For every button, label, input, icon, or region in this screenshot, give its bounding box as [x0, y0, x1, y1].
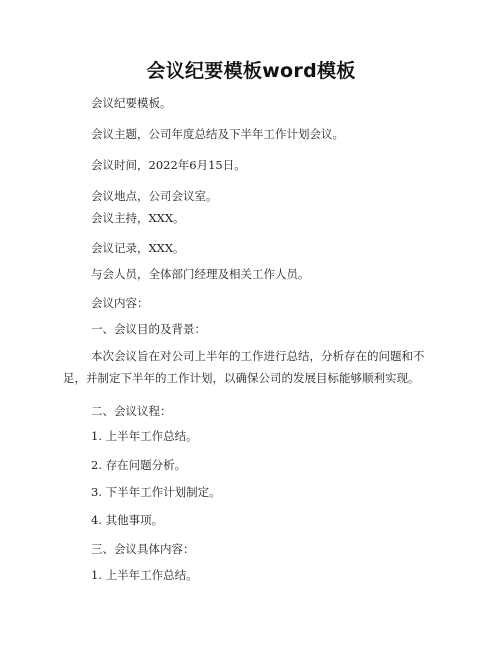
specific-content-item-1: 1. 上半年工作总结。: [91, 568, 198, 582]
heading-specific-content: 三、会议具体内容：: [91, 542, 195, 556]
paragraph-meeting-content-heading: 会议内容：: [91, 296, 149, 310]
document-title: 会议纪要模板word模板: [146, 60, 356, 82]
agenda-item-4: 4. 其他事项。: [91, 513, 164, 527]
paragraph-meeting-location: 会议地点，公司会议室。: [91, 189, 218, 203]
paragraph-purpose-body: 本次会议旨在对公司上半年的工作进行总结，分析存在的问题和不足，并制定下半年的工作计划，以确保公司的发展目标能够顺利实现。: [63, 349, 425, 385]
paragraph-attendees: 与会人员，全体部门经理及相关工作人员。: [91, 267, 310, 281]
paragraph-template-label: 会议纪要模板。: [91, 96, 172, 110]
agenda-item-3: 3. 下半年工作计划制定。: [91, 485, 221, 499]
paragraph-meeting-recorder: 会议记录，XXX。: [91, 241, 185, 255]
agenda-item-2: 2. 存在问题分析。: [91, 458, 187, 472]
paragraph-meeting-host: 会议主持，XXX。: [91, 211, 185, 225]
paragraph-meeting-topic: 会议主题，公司年度总结及下半年工作计划会议。: [91, 127, 344, 141]
paragraph-meeting-time: 会议时间，2022年6月15日。: [91, 158, 246, 172]
heading-purpose-background: 一、会议目的及背景：: [91, 322, 206, 336]
agenda-item-1: 1. 上半年工作总结。: [91, 429, 198, 443]
heading-agenda: 二、会议议程：: [91, 404, 172, 418]
